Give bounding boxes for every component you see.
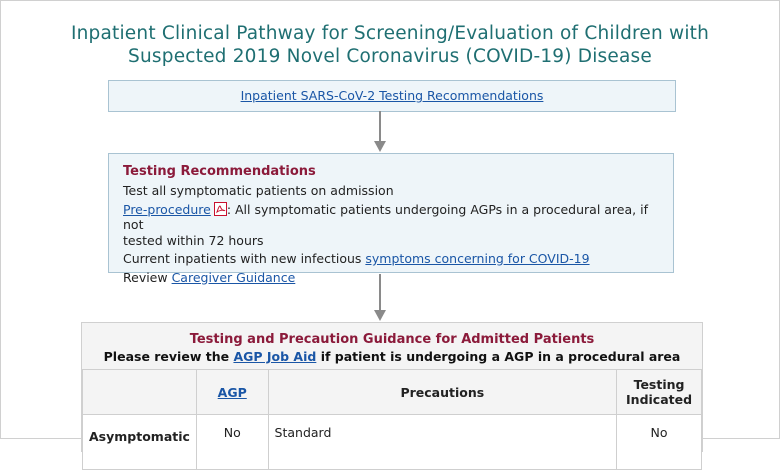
header-testing-indicated — [617, 370, 702, 415]
agp-job-aid-link[interactable]: AGP Job Aid — [233, 349, 317, 364]
row-agp: No — [196, 415, 268, 470]
recommendation-pre-procedure — [123, 202, 659, 249]
page-title-line1: Inpatient Clinical Pathway for Screening/Evaluation of Children with — [70, 23, 710, 44]
row-testing: No — [617, 415, 702, 470]
testing-recommendations-link-box — [108, 80, 676, 112]
table-header-row — [83, 370, 702, 415]
header-agp — [196, 370, 268, 415]
guidance-table-subtitle — [82, 349, 702, 364]
review-text: Review — [123, 269, 172, 285]
header-testing-line2: Indicated — [626, 392, 693, 407]
recommendation-symptomatic-text: Test all symptomatic patients on admission — [123, 183, 394, 198]
row-precautions: Standard — [268, 415, 617, 470]
header-precautions: Precautions — [268, 370, 617, 415]
pdf-icon[interactable] — [214, 202, 227, 216]
table-row — [83, 415, 702, 470]
agp-header-link[interactable]: AGP — [217, 384, 247, 400]
testing-recommendations-box — [108, 153, 674, 285]
current-inpatients-text: Current inpatients with new infectious — [123, 251, 366, 266]
recommendation-caregiver — [123, 270, 659, 286]
flow-arrow-down-icon-2 — [373, 274, 387, 322]
header-testing-line1: Testing — [633, 377, 685, 392]
guidance-table-panel — [81, 322, 703, 452]
subtitle-prefix: Please review the — [103, 349, 234, 364]
row-label: Asymptomatic — [83, 415, 197, 470]
caregiver-guidance-link[interactable]: Caregiver Guidance — [171, 269, 296, 285]
header-blank — [83, 370, 197, 415]
flow-arrow-down-icon — [373, 111, 387, 153]
page-title-line2: Suspected 2019 Novel Coronavirus (COVID-19) Disease — [128, 46, 652, 67]
recommendation-current-inpatients — [123, 251, 659, 267]
guidance-table — [82, 369, 702, 470]
recommendations-title: Testing Recommendations — [123, 164, 316, 179]
symptoms-concerning-link[interactable]: symptoms concerning for COVID-19 — [365, 251, 590, 266]
recommendation-symptomatic — [123, 183, 659, 199]
page-title — [0, 22, 780, 68]
pre-procedure-text-2: tested within 72 hours — [123, 232, 264, 248]
pre-procedure-text: : All symptomatic patients undergoing AGPs in a procedural area, if not — [123, 201, 648, 232]
subtitle-suffix: if patient is undergoing a AGP in a procedural area — [316, 349, 681, 364]
sars-cov-2-testing-link[interactable]: Inpatient SARS-CoV-2 Testing Recommendations — [240, 88, 544, 103]
pre-procedure-link[interactable]: Pre-procedure — [123, 201, 211, 217]
guidance-table-title: Testing and Precaution Guidance for Admitted Patients — [189, 332, 595, 347]
